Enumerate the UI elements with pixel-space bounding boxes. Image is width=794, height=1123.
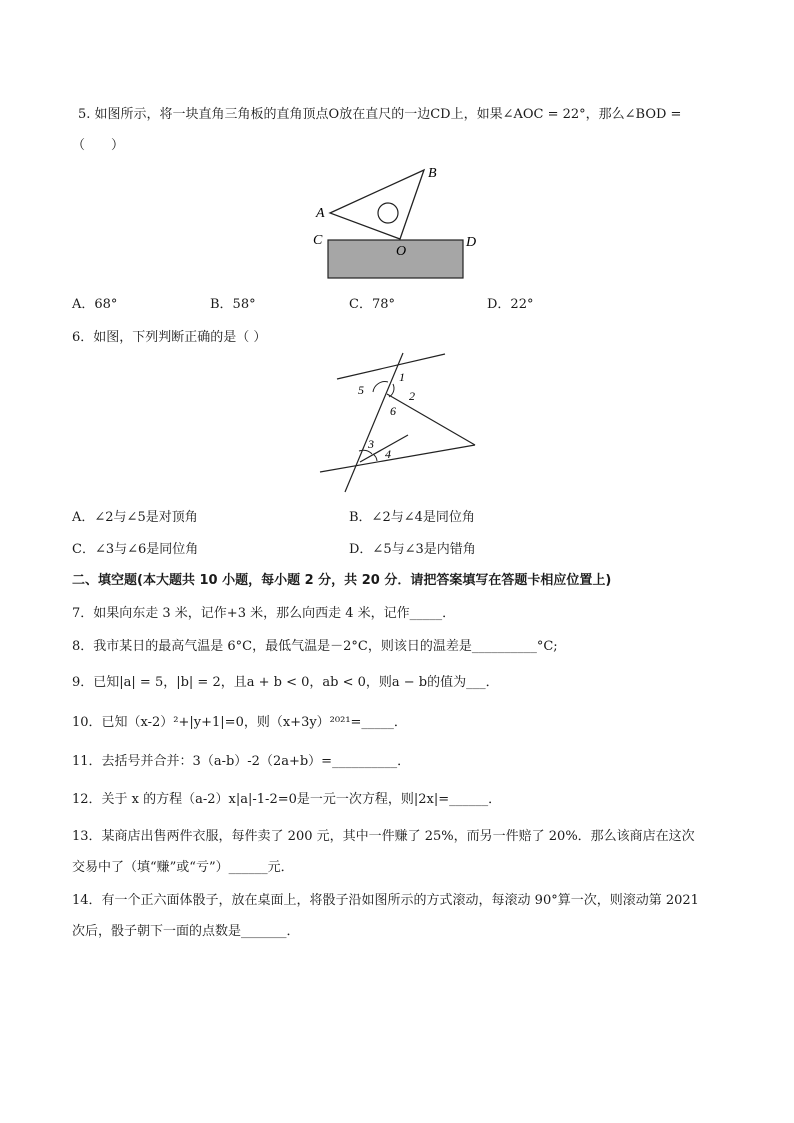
- label-O: O: [396, 244, 407, 259]
- q6-option-d: D．∠5与∠3是内错角: [349, 542, 476, 557]
- q6-figure: [315, 350, 480, 495]
- q6-option-a: A．∠2与∠5是对顶角: [72, 510, 198, 525]
- q5-option-b: B．58°: [210, 297, 256, 312]
- q5-option-c: C．78°: [349, 297, 395, 312]
- q14-line2: 次后，骰子朝下一面的点数是_______．: [72, 924, 300, 939]
- q13-line1: 13．某商店出售两件衣服，每件卖了 200 元，其中一件赚了 25%，而另一件赔了 20%．那么该商店在这次: [72, 829, 695, 844]
- triangle-hole: [378, 203, 398, 223]
- q6-stem: 6．如图，下列判断正确的是（ ）: [72, 330, 267, 345]
- upper-line: [337, 354, 445, 379]
- transversal-line: [345, 353, 403, 492]
- label-B: B: [428, 166, 437, 181]
- q6-option-b: B．∠2与∠4是同位角: [349, 510, 475, 525]
- q5-option-d: D．22°: [487, 297, 534, 312]
- q13-line2: 交易中了（填“赚”或“亏”）______元．: [72, 860, 294, 875]
- lower-line: [320, 445, 475, 472]
- label-3: 3: [368, 437, 374, 451]
- q5-option-a: A．68°: [72, 297, 118, 312]
- label-A: A: [316, 206, 325, 221]
- q12: 12．关于 x 的方程（a-2）x|a|-1-2=0是一元一次方程，则|2x|=______．: [72, 792, 502, 807]
- q5-paren: （ ）: [72, 138, 125, 153]
- section-title: 二、填空题(本大题共 10 小题，每小题 2 分，共 20 分．请把答案填写在答题卡相应位置上): [72, 573, 612, 588]
- q14-line1: 14．有一个正六面体骰子，放在桌面上，将骰子沿如图所示的方式滚动，每滚动 90°算一次，则滚动第 2021: [72, 893, 699, 908]
- angle-4-arc: [373, 454, 377, 461]
- q6-option-c: C．∠3与∠6是同位角: [72, 542, 199, 557]
- q9: 9．已知|a| = 5，|b| = 2，且a + b < 0，ab < 0，则a − b的值为___．: [72, 675, 499, 690]
- label-4: 4: [385, 447, 391, 461]
- label-C: C: [313, 233, 323, 248]
- q7: 7．如果向东走 3 米，记作+3 米，那么向西走 4 米，记作_____．: [72, 606, 456, 621]
- triangle-shape: [330, 170, 424, 239]
- q5-figure: [300, 160, 490, 285]
- slanted-line: [387, 394, 475, 445]
- label-1: 1: [399, 370, 405, 384]
- q5-stem: 5. 如图所示，将一块直角三角板的直角顶点O放在直尺的一边CD上，如果∠AOC = 22°，那么∠BOD =: [78, 107, 682, 122]
- q10: 10．已知（x-2）²+|y+1|=0，则（x+3y）²⁰²¹=_____．: [72, 715, 407, 730]
- label-5: 5: [358, 383, 364, 397]
- q8: 8．我市某日的最高气温是 6°C，最低气温是－2°C，则该日的温差是__________°C;: [72, 639, 558, 654]
- angle-5-arc: [373, 382, 388, 392]
- label-2: 2: [409, 389, 415, 403]
- q11: 11．去括号并合并：3（a-b）-2（2a+b）=__________．: [72, 754, 411, 769]
- label-6: 6: [390, 404, 396, 418]
- label-D: D: [466, 235, 477, 250]
